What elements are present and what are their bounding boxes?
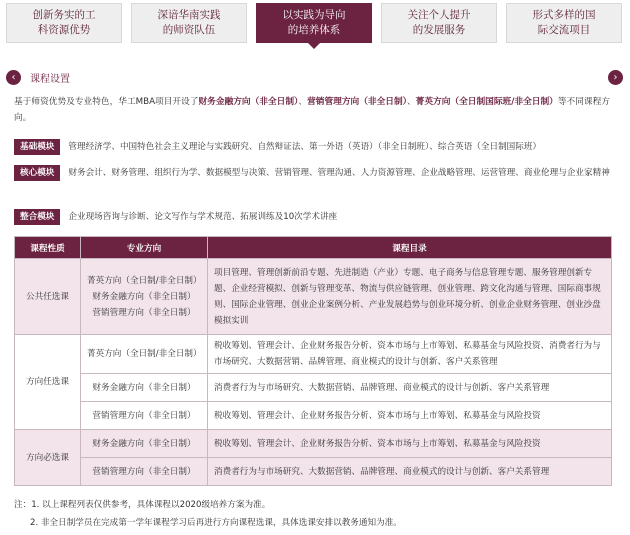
module-tag: 基础模块 xyxy=(14,139,60,155)
tab-curriculum-system[interactable]: 以实践为导向的培养体系 xyxy=(256,3,372,43)
module-integrated xyxy=(14,209,620,225)
direction-cell: 菁英方向（全日制/非全日制） xyxy=(81,335,208,374)
table-header-row xyxy=(15,237,612,259)
course-list: 税收筹划、管理会计、企业财务报告分析、资本市场与上市筹划、私募基金与风险投资 xyxy=(208,402,612,430)
module-text: 管理经济学、中国特色社会主义理论与实践研究、自然辩证法、第一外语（英语）（非全日制班）、综合英语（全日制国际班） xyxy=(68,142,542,152)
chevron-right-icon[interactable]: › xyxy=(608,70,623,85)
module-text: 企业现场咨询与诊断、论文写作与学术规范、拓展训练及10次学术讲座 xyxy=(68,212,338,222)
category-direction-required: 方向必选课 xyxy=(15,430,81,486)
module-tag: 整合模块 xyxy=(14,209,60,225)
category-direction-elective: 方向任选课 xyxy=(15,335,81,430)
note-1: 注：1. 以上课程列表仅供参考，具体课程以2020级培养方案为准。 xyxy=(14,500,271,510)
direction-cell: 营销管理方向（非全日制） xyxy=(81,458,208,486)
section-title: 课程设置 xyxy=(30,74,70,85)
tab-faculty[interactable]: 深谙华南实践的师资队伍 xyxy=(131,3,247,43)
direction-cell: 财务金融方向（非全日制） xyxy=(81,374,208,402)
table-row xyxy=(15,402,612,430)
col-header-type: 课程性质 xyxy=(15,237,81,259)
col-header-courses: 课程目录 xyxy=(208,237,612,259)
direction-elite: 菁英方向（全日制国际班/非全日制） xyxy=(415,97,558,107)
table-row xyxy=(15,430,612,458)
module-basic xyxy=(14,139,620,155)
category-public: 公共任选课 xyxy=(15,259,81,335)
module-core xyxy=(14,165,620,181)
tab-engineering-advantage[interactable]: 创新务实的工科资源优势 xyxy=(6,3,122,43)
table-row xyxy=(15,335,612,374)
table-row xyxy=(15,374,612,402)
direction-finance: 财务金融方向（非全日制） xyxy=(198,97,299,107)
direction-marketing: 营销管理方向（非全日制） xyxy=(307,97,407,107)
direction-cell: 菁英方向（全日制/非全日制） 财务金融方向（非全日制） 营销管理方向（非全日制） xyxy=(81,259,208,335)
course-list: 消费者行为与市场研究、大数据营销、品牌管理、商业模式的设计与创新、客户关系管理 xyxy=(208,458,612,486)
module-tag: 核心模块 xyxy=(14,165,60,181)
notes xyxy=(14,496,620,532)
course-table xyxy=(14,236,612,486)
module-text: 财务会计、财务管理、组织行为学、数据模型与决策、营销管理、管理沟通、人力资源管理、企业战略管理、运营管理、商业伦理与企业家精神 xyxy=(68,168,610,178)
table-row xyxy=(15,458,612,486)
tab-bar xyxy=(6,3,623,45)
course-list: 税收筹划、管理会计、企业财务报告分析、资本市场与上市筹划、私募基金与风险投资 xyxy=(208,430,612,458)
intro-paragraph: 基于师资优势及专业特色，华工MBA项目开设了财务金融方向（非全日制）、营销管理方向（非全日制）、菁英方向（全日制国际班/非全日制）等不同课程方向。 xyxy=(14,97,610,123)
col-header-direction: 专业方向 xyxy=(81,237,208,259)
direction-cell: 财务金融方向（非全日制） xyxy=(81,430,208,458)
chevron-left-icon[interactable]: ‹ xyxy=(6,70,21,85)
course-list: 消费者行为与市场研究、大数据营销、品牌管理、商业模式的设计与创新、客户关系管理 xyxy=(208,374,612,402)
table-row xyxy=(15,259,612,335)
note-2: 2. 非全日制学员在完成第一学年课程学习后再进行方向课程选课，具体选课安排以教务通知为准。 xyxy=(30,518,402,528)
course-list: 税收筹划、管理会计、企业财务报告分析、资本市场与上市筹划、私募基金与风险投资、消费者行为与市场研究、大数据营销、品牌管理、商业模式的设计与创新、客户关系管理 xyxy=(208,335,612,374)
tab-development-services[interactable]: 关注个人提升的发展服务 xyxy=(381,3,497,43)
section-header xyxy=(6,69,623,87)
tab-international-exchange[interactable]: 形式多样的国际交流项目 xyxy=(506,3,622,43)
course-list: 项目管理、管理创新前沿专题、先进制造（产业）专题、电子商务与信息管理专题、服务管理创新专题、企业经营模拟、创新与管理变革、物流与供应链管理、创业管理、跨文化沟通与管理、国际商事规则、国际企业管理、创业企业案例分析、产业发展趋势与创业环境分析、创业企业财务管理、创业沙盘模拟实训 xyxy=(208,259,612,335)
direction-cell: 营销管理方向（非全日制） xyxy=(81,402,208,430)
